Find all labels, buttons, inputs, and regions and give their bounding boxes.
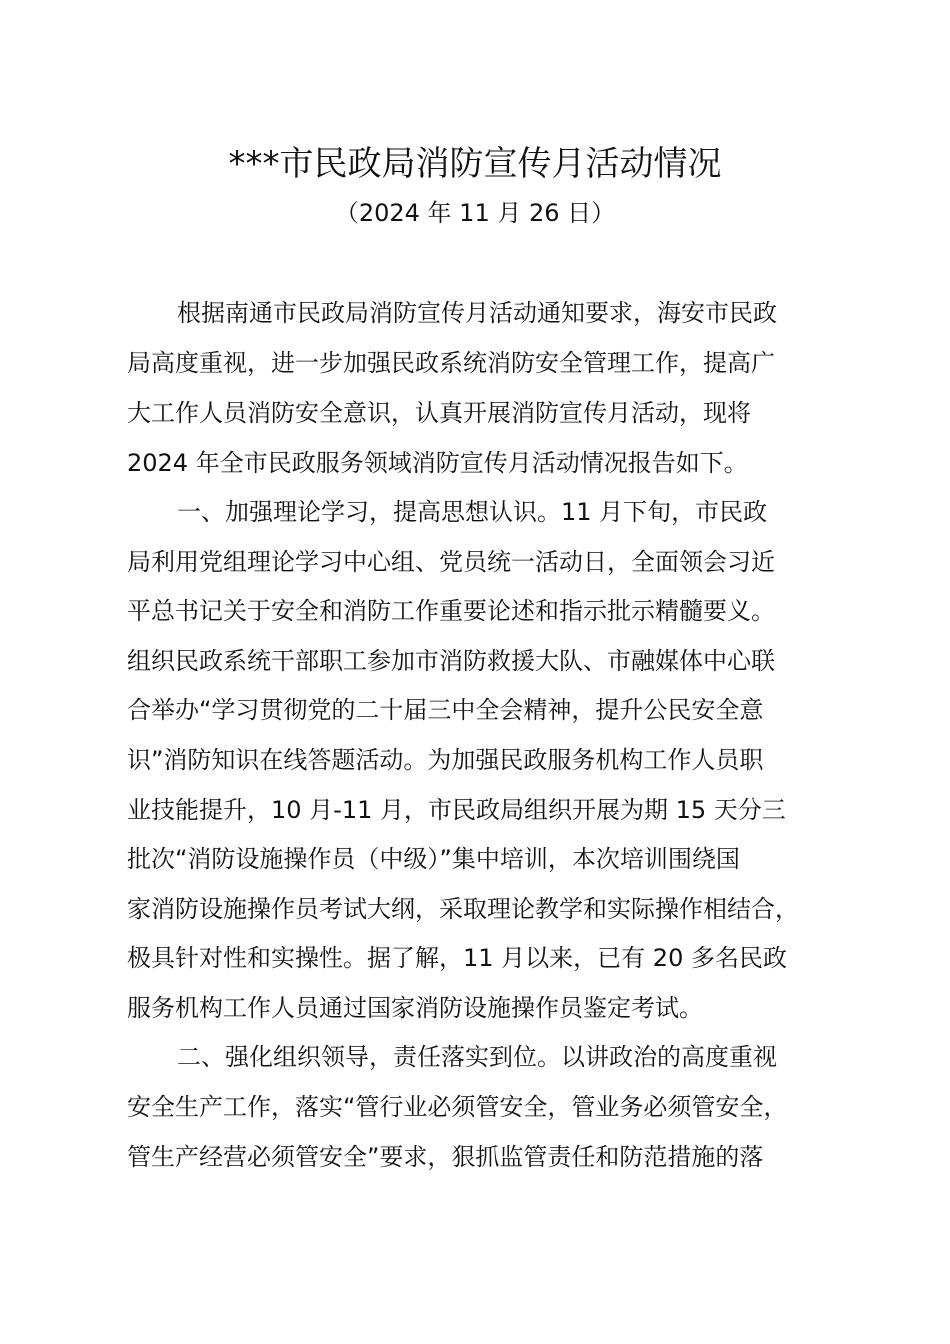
paragraph-line: 二、强化组织领导，责任落实到位。以讲政治的高度重视 — [177, 1043, 777, 1071]
paragraph-line: 安全生产工作，落实“管行业必须管安全，管业务必须管安全， — [127, 1093, 788, 1121]
paragraph-line: 2024 年全市民政服务领域消防宣传月活动情况报告如下。 — [127, 449, 748, 477]
document-date: （2024 年 11 月 26 日） — [334, 199, 616, 227]
paragraph-line: 平总书记关于安全和消防工作重要论述和指示批示精髓要义。 — [127, 597, 775, 625]
paragraph-line: 识”消防知识在线答题活动。为加强民政服务机构工作人员职 — [127, 746, 764, 774]
paragraph-line: 管生产经营必须管安全”要求，狠抓监管责任和防范措施的落 — [127, 1143, 764, 1171]
paragraph-line: 组织民政系统干部职工参加市消防救援大队、市融媒体中心联 — [127, 647, 775, 675]
document-title: ***市民政局消防宣传月活动情况 — [228, 144, 722, 184]
paragraph-line: 根据南通市民政局消防宣传月活动通知要求，海安市民政 — [177, 299, 777, 327]
paragraph-line: 局高度重视，进一步加强民政系统消防安全管理工作，提高广 — [127, 349, 775, 377]
paragraph-line: 极具针对性和实操性。据了解，11 月以来，已有 20 多名民政 — [127, 944, 787, 972]
paragraph-line: 批次“消防设施操作员（中级）”集中培训，本次培训围绕国 — [127, 845, 740, 873]
paragraph-line: 业技能提升，10 月-11 月，市民政局组织开展为期 15 天分三 — [127, 796, 786, 824]
paragraph-line: 一、加强理论学习，提高思想认识。11 月下旬，市民政 — [177, 498, 768, 526]
paragraph-line: 局利用党组理论学习中心组、党员统一活动日，全面领会习近 — [127, 548, 775, 576]
paragraph-line: 家消防设施操作员考试大纲，采取理论教学和实际操作相结合， — [127, 895, 799, 923]
paragraph-line: 服务机构工作人员通过国家消防设施操作员鉴定考试。 — [127, 994, 703, 1022]
paragraph-line: 大工作人员消防安全意识，认真开展消防宣传月活动，现将 — [127, 399, 751, 427]
paragraph-line: 合举办“学习贯彻党的二十届三中全会精神，提升公民安全意 — [127, 696, 764, 724]
